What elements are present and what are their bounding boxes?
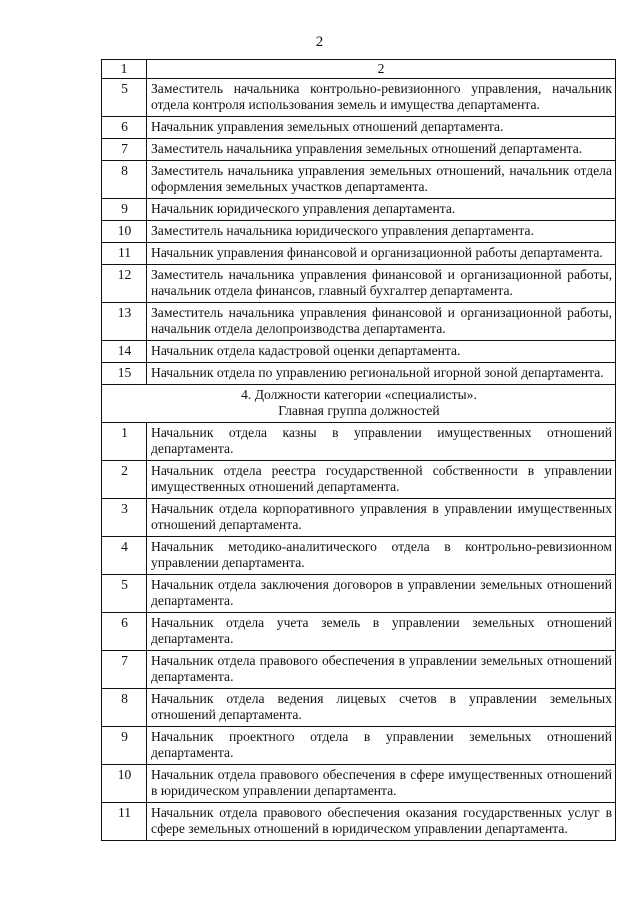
page-number: 2	[315, 34, 324, 50]
table-row	[102, 161, 616, 199]
table-row	[102, 537, 616, 575]
row-number: 4	[102, 537, 147, 575]
position-title: Заместитель начальника контрольно-ревизионного управления, начальник отдела контроля использования земель и имущества департамента.	[147, 79, 616, 117]
position-title: Начальник отдела правового обеспечения в сфере имущественных отношений в юридическом управлении департамента.	[147, 765, 616, 803]
position-title: Начальник юридического управления департамента.	[147, 199, 616, 221]
position-title: Начальник отдела реестра государственной собственности в управлении имущественных отношений департамента.	[147, 461, 616, 499]
table-row	[102, 651, 616, 689]
position-title: Начальник управления финансовой и организационной работы департамента.	[147, 243, 616, 265]
table-row	[102, 363, 616, 385]
position-title: Начальник отдела правового обеспечения в управлении земельных отношений департамента.	[147, 651, 616, 689]
position-title: Начальник отдела учета земель в управлении земельных отношений департамента.	[147, 613, 616, 651]
row-number: 7	[102, 139, 147, 161]
table-row	[102, 499, 616, 537]
table-row	[102, 243, 616, 265]
row-number: 5	[102, 575, 147, 613]
position-title: Заместитель начальника юридического управления департамента.	[147, 221, 616, 243]
row-number: 13	[102, 303, 147, 341]
header-col-position: 2	[147, 60, 616, 79]
table-row	[102, 139, 616, 161]
row-number: 9	[102, 199, 147, 221]
position-title: Начальник отдела казны в управлении имущественных отношений департамента.	[147, 423, 616, 461]
section-subtitle: Главная группа должностей	[278, 403, 440, 418]
table-row	[102, 803, 616, 841]
position-title: Начальник отдела по управлению региональной игорной зоной департамента.	[147, 363, 616, 385]
table-row	[102, 79, 616, 117]
position-title: Заместитель начальника управления земельных отношений департамента.	[147, 139, 616, 161]
row-number: 10	[102, 221, 147, 243]
section-title: 4. Должности категории «специалисты».	[241, 387, 477, 402]
section-heading	[102, 385, 616, 423]
positions-table	[101, 59, 616, 841]
row-number: 6	[102, 117, 147, 139]
row-number: 1	[102, 423, 147, 461]
row-number: 6	[102, 613, 147, 651]
row-number: 2	[102, 461, 147, 499]
table-header-row	[102, 60, 616, 79]
table-row	[102, 575, 616, 613]
table-row	[102, 461, 616, 499]
row-number: 10	[102, 765, 147, 803]
position-title: Начальник методико-аналитического отдела в контрольно-ревизионном управлении департамента.	[147, 537, 616, 575]
row-number: 5	[102, 79, 147, 117]
row-number: 7	[102, 651, 147, 689]
position-title: Начальник управления земельных отношений департамента.	[147, 117, 616, 139]
table-row	[102, 265, 616, 303]
table-row	[102, 341, 616, 363]
section-heading-row	[102, 385, 616, 423]
table-row	[102, 221, 616, 243]
table-row	[102, 423, 616, 461]
table-row	[102, 199, 616, 221]
position-title: Начальник отдела правового обеспечения оказания государственных услуг в сфере земельных отношений в юридическом управлении департамента.	[147, 803, 616, 841]
row-number: 8	[102, 161, 147, 199]
position-title: Заместитель начальника управления финансовой и организационной работы, начальник отдела делопроизводства департамента.	[147, 303, 616, 341]
position-title: Начальник проектного отдела в управлении земельных отношений департамента.	[147, 727, 616, 765]
table-row	[102, 303, 616, 341]
table-row	[102, 613, 616, 651]
row-number: 14	[102, 341, 147, 363]
row-number: 3	[102, 499, 147, 537]
position-title: Заместитель начальника управления земельных отношений, начальник отдела оформления земельных участков департамента.	[147, 161, 616, 199]
table-row	[102, 117, 616, 139]
row-number: 11	[102, 243, 147, 265]
row-number: 9	[102, 727, 147, 765]
position-title: Заместитель начальника управления финансовой и организационной работы, начальник отдела финансов, главный бухгалтер департамента.	[147, 265, 616, 303]
table-row	[102, 765, 616, 803]
table-row	[102, 689, 616, 727]
position-title: Начальник отдела ведения лицевых счетов в управлении земельных отношений департамента.	[147, 689, 616, 727]
row-number: 12	[102, 265, 147, 303]
header-col-number: 1	[102, 60, 147, 79]
position-title: Начальник отдела заключения договоров в управлении земельных отношений департамента.	[147, 575, 616, 613]
row-number: 11	[102, 803, 147, 841]
table-row	[102, 727, 616, 765]
position-title: Начальник отдела кадастровой оценки департамента.	[147, 341, 616, 363]
row-number: 15	[102, 363, 147, 385]
position-title: Начальник отдела корпоративного управления в управлении имущественных отношений департамента.	[147, 499, 616, 537]
row-number: 8	[102, 689, 147, 727]
